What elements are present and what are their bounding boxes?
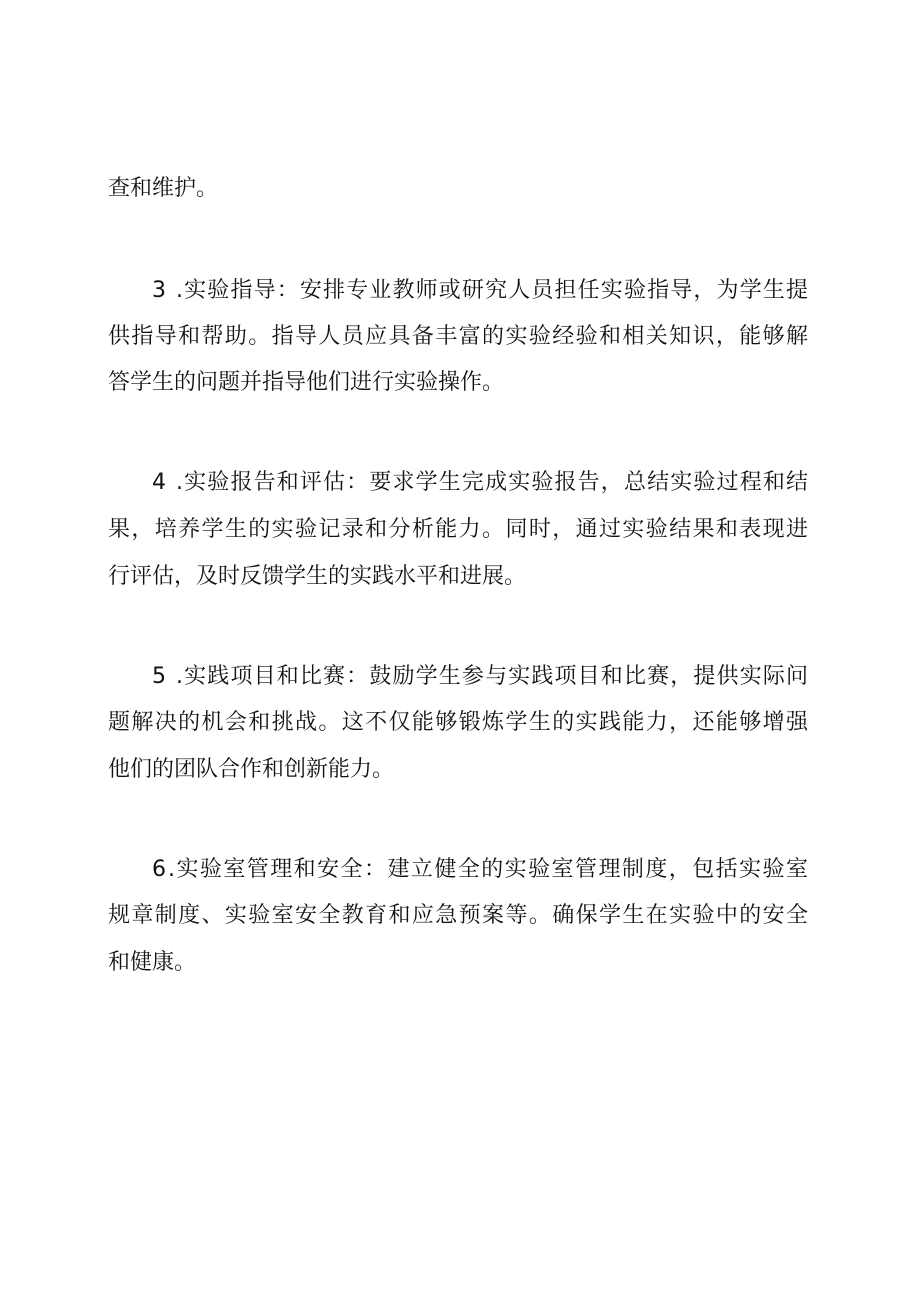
- item-4-text-1: .实验报告和评估：要求学生完成实验报告，总结实验过程和结: [176, 470, 808, 495]
- item-5-number: 5: [152, 664, 166, 689]
- item-3-line-3: 答学生的问题并指导他们进行实验操作。: [108, 370, 505, 395]
- item-5-line-1: [152, 662, 808, 692]
- item-4-line-1: [152, 468, 808, 498]
- item-5-text-1: .实践项目和比赛：鼓励学生参与实践项目和比赛，提供实际问: [176, 664, 808, 689]
- item-5-line-2: 题解决的机会和挑战。这不仅能够锻炼学生的实践能力，还能够增强: [108, 710, 808, 735]
- item-6-number: 6: [152, 857, 166, 882]
- item-3-line-1: [152, 276, 808, 306]
- continuation-text: 查和维护。: [108, 176, 219, 201]
- item-3-line-2: 供指导和帮助。指导人员应具备丰富的实验经验和相关知识，能够解: [108, 324, 808, 349]
- item-3-number: 3: [152, 278, 166, 303]
- item-4-line-3: 行评估，及时反馈学生的实践水平和进展。: [108, 564, 527, 589]
- item-5-line-3: 他们的团队合作和创新能力。: [108, 757, 395, 782]
- item-6-line-3: 和健康。: [108, 950, 197, 975]
- item-4-line-2: 果，培养学生的实验记录和分析能力。同时，通过实验结果和表现进: [108, 517, 808, 542]
- item-6-line-2: 规章制度、实验室安全教育和应急预案等。确保学生在实验中的安全: [108, 903, 808, 928]
- item-3-text-1: .实验指导：安排专业教师或研究人员担任实验指导，为学生提: [176, 278, 808, 303]
- item-6-line-1: [152, 855, 808, 885]
- item-6-text-1: .实验室管理和安全：建立健全的实验室管理制度，包括实验室: [168, 857, 808, 882]
- item-4-number: 4: [152, 470, 166, 495]
